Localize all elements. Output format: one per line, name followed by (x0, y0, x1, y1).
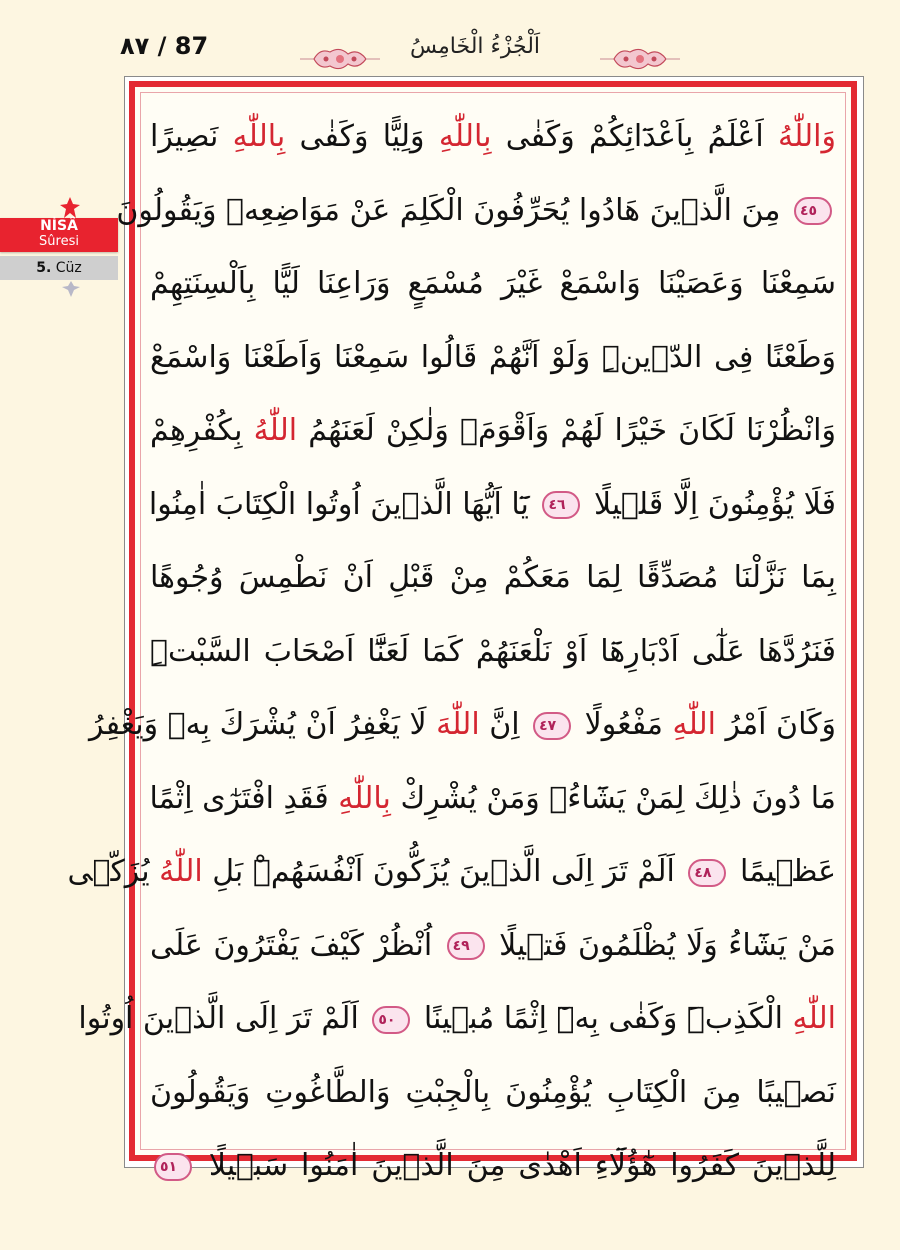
ayah-number-marker: ٤٦ (542, 491, 580, 519)
verse-text: اَعْلَمُ بِاَعْدَٓائِكُمْ وَكَفٰى (491, 119, 779, 154)
divine-name-text: بِاللّٰهِ (338, 780, 391, 816)
verse-line (150, 762, 836, 836)
juz-label: Cüz (55, 260, 82, 276)
verse-line (150, 100, 836, 174)
ornament-left-icon (300, 44, 380, 74)
divine-name-text: اللّٰهِ (792, 1001, 836, 1036)
verse-line (150, 394, 836, 468)
verse-text: فَقَدِ افْتَرٰٓى اِثْمًا (149, 780, 339, 816)
ayah-number-marker: ٤٥ (794, 197, 832, 225)
verse-text: فَلَا يُؤْمِنُونَ اِلَّا قَلٖيلًا (584, 486, 836, 522)
verse-text: لِلَّذٖينَ كَفَرُوا هٰٓؤُلَٓاءِ اَهْدٰى مِنَ الَّذٖينَ اٰمَنُوا سَبٖيلًا (196, 1148, 836, 1183)
verse-text: يَٓا اَيُّهَا الَّذٖينَ اُوتُوا الْكِتَابَ اٰمِنُوا (148, 486, 539, 522)
fleur-small-icon (60, 280, 82, 298)
sura-name-badge (0, 218, 118, 252)
verse-text: اُنْظُرْ كَيْفَ يَفْتَرُونَ عَلَى (150, 927, 443, 963)
juz-badge (0, 256, 118, 280)
ayah-number-marker: ٤٧ (533, 712, 571, 740)
verse-text: مَنْ يَشَٓاءُ وَلَا يُظْلَمُونَ فَتٖيلًا (488, 927, 837, 963)
verse-text: وَلِيًّا وَكَفٰى (285, 119, 439, 154)
ayah-number-marker: ٤٩ (447, 932, 485, 960)
verse-line (150, 1056, 836, 1130)
verse-text: يُزَكّٖى (67, 854, 160, 889)
page-header (0, 0, 900, 80)
verse-text: وَانْظُرْنَا لَكَانَ خَيْرًا لَهُمْ وَاَقْوَمَۙ وَلٰكِنْ لَعَنَهُمُ (297, 413, 837, 448)
divine-name-text: اللّٰهُ (159, 854, 203, 889)
verse-text: اَلَمْ تَرَ اِلَى الَّذٖينَ اُوتُوا (78, 1001, 369, 1036)
divine-name-text: بِاللّٰهِ (438, 119, 492, 154)
juz-title: اَلْجُزْءُ الْخَامِسُ (409, 34, 541, 59)
divine-name-text: بِاللّٰهِ (232, 119, 286, 154)
verse-text: لَا يَغْفِرُ اَنْ يُشْرَكَ بِهٖ وَيَغْفِرُ (89, 707, 437, 742)
verse-line (150, 615, 836, 689)
verse-text: مِنَ الَّذٖينَ هَادُوا يُحَرِّفُونَ الْكَلِمَ عَنْ مَوَاضِعِهٖ وَيَقُولُونَ (116, 192, 790, 228)
verse-text: اِنَّ (479, 707, 530, 742)
verse-line (150, 541, 836, 615)
verse-line (150, 909, 836, 983)
verse-text: اَلَمْ تَرَ اِلَى الَّذٖينَ يُزَكُّونَ اَنْفُسَهُمْۜ بَلِ (202, 854, 685, 889)
ayah-number-marker: ٥٠ (372, 1006, 410, 1034)
ornament-right-icon (600, 44, 680, 74)
verse-line (150, 1129, 836, 1203)
divine-name-text: اللّٰهِ (672, 707, 717, 742)
verse-text: الْكَذِبَۜ وَكَفٰى بِهٖٓ اِثْمًا مُبٖينًا (414, 1001, 793, 1036)
verse-line (116, 174, 836, 248)
verse-text: بِمَا نَزَّلْنَا مُصَدِّقًا لِمَا مَعَكُمْ مِنْ قَبْلِ اَنْ نَطْمِسَ وُجُوهًا (150, 560, 836, 595)
verse-line (150, 468, 836, 542)
sura-name: NİSÂ (40, 218, 78, 234)
juz-number: 5. (36, 260, 52, 276)
sura-label: Sûresi (39, 234, 79, 249)
verse-text: وَكَانَ اَمْرُ (716, 707, 836, 742)
verse-text: مَفْعُولًا (575, 707, 673, 742)
verse-line (89, 688, 836, 762)
verse-text: وَطَعْنًا فِى الدّٖينِۜ وَلَوْ اَنَّهُمْ قَالُوا سَمِعْنَا وَاَطَعْنَا وَاسْمَعْ (150, 339, 836, 375)
verse-text: عَظٖيمًا (730, 854, 836, 889)
verse-text: نَصِيرًا (150, 119, 233, 154)
verse-text: بِكُفْرِهِمْ (150, 413, 254, 448)
verse-line (78, 982, 836, 1056)
verse-text: نَصٖيبًا مِنَ الْكِتَابِ يُؤْمِنُونَ بِالْجِبْتِ وَالطَّاغُوتِ وَيَقُولُونَ (150, 1074, 836, 1110)
divine-name-text: وَاللّٰهُ (778, 119, 836, 154)
ayah-number-marker: ٤٨ (688, 859, 726, 887)
verse-line (150, 321, 836, 395)
verse-text: سَمِعْنَا وَعَصَيْنَا وَاسْمَعْ غَيْرَ مُسْمَعٍ وَرَاعِنَا لَيًّا بِاَلْسِنَتِهِمْ (150, 266, 836, 301)
verse-text: مَا دُونَ ذٰلِكَ لِمَنْ يَشَٓاءُۚ وَمَنْ يُشْرِكْ (390, 780, 836, 816)
divine-name-text: اللّٰهُ (253, 413, 298, 448)
verse-line (67, 835, 836, 909)
verse-line (150, 247, 836, 321)
ayah-number-marker: ٥١ (154, 1153, 192, 1181)
page-number: ٨٧ / 87 (120, 32, 209, 60)
verse-text: فَنَرُدَّهَا عَلٰٓى اَدْبَارِهَٓا اَوْ نَلْعَنَهُمْ كَمَا لَعَنَّٓا اَصْحَابَ السَّبْتِۜ (150, 633, 836, 669)
divine-name-text: اللّٰهَ (436, 707, 480, 742)
